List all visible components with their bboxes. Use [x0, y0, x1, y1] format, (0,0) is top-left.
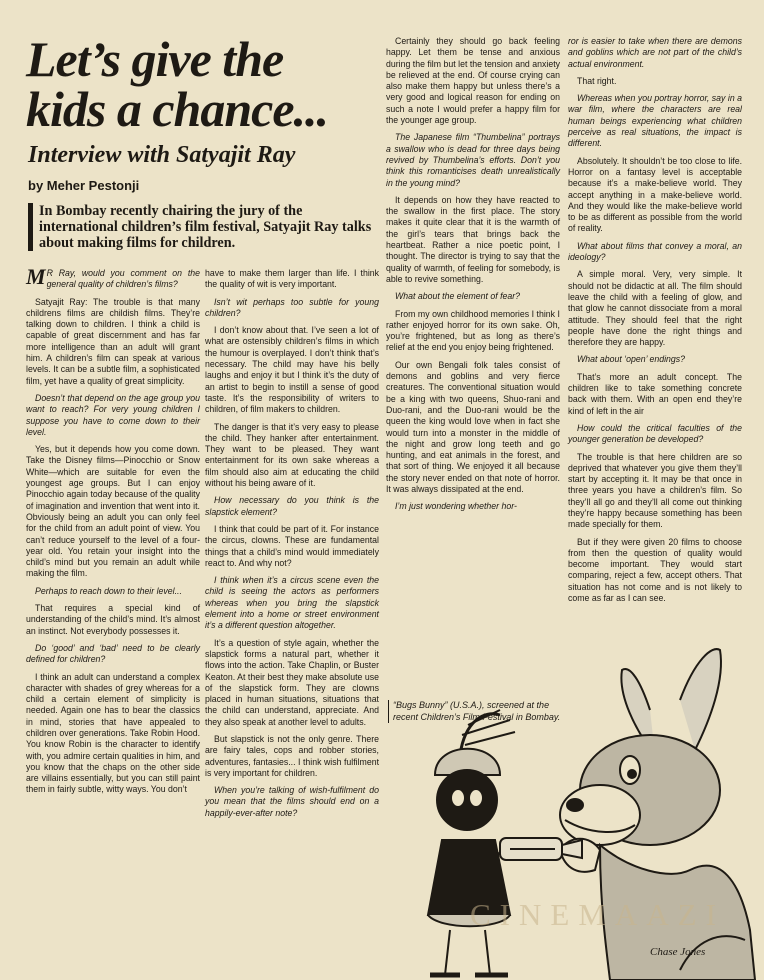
answer-paragraph: Our own Bengali folk tales consist of demons and goblins and very fierce creatures. The conventional situation would be a king with two queens, Shuo-rani and Duo-rani, and the Duo-rani would be the queen the king would love when in fact she would turn into a monster in the middle of the night and grow long teeth and go hunting, and eat animals in the forest, and that sort of thing. We enjoyed it all because the story never ended on that note of horror. It was always dissipated at the end.: [386, 359, 560, 494]
answer-paragraph: It depends on how they have reacted to the swallow in the first place. The story makes it quite clear that it is the warmth of the girl’s tears that brings back the heartbeat. Rather a nice poetic point, I thought. The director is trying to say that the quality of warmth, of feeling for somebody, is able to revive something.: [386, 194, 560, 284]
answer-paragraph: Absolutely. It shouldn’t be too close to life. Horror on a fantasy level is acceptable because it’s a make-believe world. They accept anything in a make-believe world. And they would like the make-believe world to be as different as possible from the world of reality.: [568, 155, 742, 234]
answer-paragraph: But if they were given 20 films to choose from then the question of quality would become important. They would start comparing, reject a few, accept others. That situation has not come and is not likely to come as far as I can see.: [568, 536, 742, 604]
question-paragraph: ror is easier to take when there are demons and goblins which are not part of the child’s actual environment.: [568, 36, 742, 69]
answer-paragraph: From my own childhood memories I think I rather enjoyed horror for its own sake. Oh, you’re frightened, but as long as there’s relief at the end you enjoy being frightened.: [386, 308, 560, 353]
answer-paragraph: I think that could be part of it. For instance the circus, clowns. These are fundamental things that a child’s mind would immediately react to. And why not?: [205, 523, 379, 568]
article-column-4: [568, 36, 742, 610]
question-paragraph: How necessary do you think is the slapstick element?: [205, 495, 379, 517]
question-paragraph: I think when it’s a circus scene even the child is seeing the actors as performers whereas when you bring the slapstick element into a home or street environment it’s a different question altogether.: [205, 575, 379, 631]
answer-paragraph: have to make them larger than life. I think the quality of wit is very important.: [205, 268, 379, 290]
answer-paragraph: But slapstick is not the only genre. There are fairy tales, cops and robber stories, adventures, fantasies... I think wish fulfilment is very important for children.: [205, 733, 379, 778]
answer-paragraph: Yes, but it depends how you come down. Take the Disney films—Pinocchio or Snow White—which are suitable for even the youngest age groups. But I can enjoy Pinocchio again today because of the quality of imagination and invention that went into it. Obviously being an adult you can only feel for the child from an adult point of view. You can’t reduce yourself to the level of a four-year old. You retain your insight into the child’s mind but you remain an adult while making the film.: [26, 444, 200, 579]
photo-caption: “Bugs Bunny” (U.S.A.), screened at the recent Children’s Film Festival in Bombay.: [388, 700, 565, 723]
answer-paragraph: I don’t know about that. I’ve seen a lot of what are ostensibly children’s films in which the humour is overplayed. I don’t think that’s necessary. The child may have his belly laughs and enjoy it but I think it’s the duty of an artist to begin to instill a sense of good taste. It’s the responsibility of writers to children, of film makers to children.: [205, 325, 379, 415]
answer-paragraph: Satyajit Ray: The trouble is that many childrens films are childish films. They’re talking down to children. I think a child is capable of great discernment and has far more intelligence than an adult will grant him. A children’s film can speak at various levels. It can be a subtle film, a sophisticated film, yet have a quality of great simplicity.: [26, 296, 200, 386]
question-paragraph: Perhaps to reach down to their level...: [35, 585, 182, 596]
subhead: Interview with Satyajit Ray: [28, 142, 296, 168]
question-paragraph: How could the critical faculties of the younger generation be developed?: [568, 422, 742, 445]
article-column-3: [386, 36, 560, 519]
question-paragraph: When you’re talking of wish-fulfilment do you mean that the films should end on a happily-ever-after note?: [205, 785, 379, 818]
headline: Let’s give the kids a chance...: [26, 31, 329, 137]
question-paragraph: I’m just wondering whether hor-: [395, 501, 517, 512]
question-paragraph: What about ‘open’ endings?: [577, 354, 685, 365]
question-paragraph: Doesn’t that depend on the age group you want to reach? For very young children I suppose you have to come down to their level.: [26, 392, 200, 437]
article-column-1: [26, 264, 200, 802]
answer-paragraph: The danger is that it’s very easy to please the child. They hanker after entertainment. They want to be pleased. They want entertainment for its own sake whereas a film should also aim at educating the child without his being aware of it.: [205, 421, 379, 489]
question-paragraph: The Japanese film “Thumbelina” portrays a swallow who is dead for three days being revived by Thumbelina’s efforts. Don’t you think this romanticises death unrealistically in the young mind?: [386, 132, 560, 188]
answer-paragraph: The trouble is that here children are so deprived that whatever you give them they’ll start by accepting it. It may be that once in three years you have a children’s film. So they’ll all go and they’ll all come out thinking they’re happy because something has been made specially for them.: [568, 451, 742, 530]
byline: by Meher Pestonji: [28, 178, 140, 193]
answer-paragraph: Certainly they should go back feeling happy. Let them be tense and anxious during the film but let the tension and anxiety be relieved at the end. Of course crying can also make them happy but unless there’s a very good and logical reason for ending on such a note I would prefer a happy film for the younger age group.: [386, 36, 560, 126]
standfirst: In Bombay recently chairing the jury of the international children’s film festival, Satyajit Ray talks about making films for children.: [28, 203, 377, 251]
answer-paragraph: That’s more an adult concept. The children like to take something concrete back with them. With an open end they’re kind of left in the air: [568, 371, 742, 416]
watermark-text: CINEMAAZI: [470, 897, 725, 932]
question-paragraph: Do ‘good’ and ‘bad’ need to be clearly defined for children?: [26, 642, 200, 665]
answer-paragraph: A simple moral. Very, very simple. It should not be didactic at all. The film should leave the child with a feeling of glow, and that glow he cannot dissociate from a moral attitude. They should feel that the right people have done the right things and therefore they are happy.: [568, 269, 742, 348]
question-paragraph: MR Ray, would you comment on the general quality of children’s films?: [26, 264, 200, 290]
question-paragraph: Whereas when you portray horror, say in a war film, where the characters are real human beings experiencing what children perceive as real situations, the impact is different.: [568, 93, 742, 149]
artist-signature: Chase Jones: [650, 946, 706, 958]
answer-paragraph: That right.: [577, 75, 617, 86]
answer-paragraph: It’s a question of style again, whether the slapstick forms a natural part, whether it flows into the action. Take Chaplin, or Buster Keaton. At their best they make absolute use of the slapstick form. They are clowns placed in human situations, situations that the child can understand, appreciate. And they also speak at another level to adults.: [205, 637, 379, 727]
answer-paragraph: I think an adult can understand a complex character with shades of grey whereas for a child a certain element of simplicity is needed. Again one has to bear the classics in mind, stories that have appealed to children over generations. Take Robin Hood. You know Robin is the character to identify with, you admire certain qualities in him, and you know that the chaps on the other side are villains essentially, but you can still paint them in fairly subtle, witty ways. You don’t: [26, 671, 200, 795]
answer-paragraph: That requires a special kind of understanding of the child’s mind. It’s almost an instinct. Not everybody possesses it.: [26, 603, 200, 636]
question-paragraph: What about films that convey a moral, an ideology?: [568, 240, 742, 263]
question-paragraph: Isn’t wit perhaps too subtle for young children?: [205, 296, 379, 318]
question-paragraph: What about the element of fear?: [395, 291, 521, 302]
